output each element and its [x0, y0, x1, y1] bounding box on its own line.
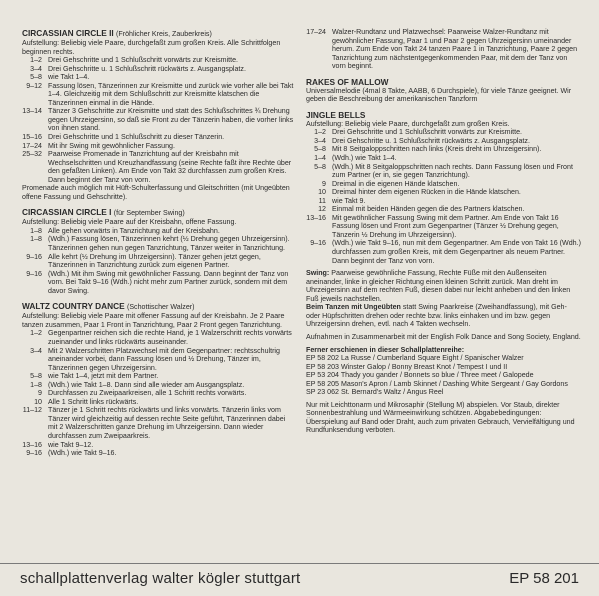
step-measure: 5–8 — [30, 73, 42, 82]
step-text: wie Takt 9–12. — [48, 440, 94, 449]
step-measure: 9–16 — [26, 449, 42, 458]
left-column — [22, 28, 294, 458]
step-row — [22, 270, 294, 296]
step-row — [22, 73, 294, 82]
step-text: Dreimal in die eigenen Hände klatschen. — [332, 179, 460, 188]
waltz-intro: Aufstellung: Beliebig viele Paare mit offener Fassung auf der Kreisbahn. Je 2 Paare tanzen zusammen, Paar 1 Front in Tanzrichtung, Paar 2 Front gegen Tanzrichtung. — [22, 312, 285, 329]
step-measure: 1–2 — [30, 56, 42, 65]
jingle-steps — [306, 128, 582, 265]
step-measure: 17–24 — [306, 28, 326, 36]
step-measure: 12 — [318, 205, 326, 214]
step-measure: 10 — [318, 188, 326, 197]
step-row — [22, 133, 294, 142]
step-text: Tänzer je 1 Schritt rechts rückwärts und links vorwärts. Tänzerin links vom Tänzer wird gleichzeitig auf dessen rechte Seite geführt, Tänzerinnen dabei mit 2 Walzerschritten ganze Drehung im Uhrzeigersinn. Dann wieder durchfassen zum Zweipaarkreis. — [48, 406, 286, 440]
ferner-item: EP 53 204 Thady you gander / Bonnets so blue / Three meet / Galopede — [306, 371, 534, 380]
step-text: Durchfassen zu Zweipaarkreisen, alle 1 Schritt rechts vorwärts. — [48, 389, 247, 398]
mallow-heading: RAKES OF MALLOW — [306, 76, 389, 87]
step-text: Drei Gehschritte und 1 Schlußschritt vorwärts zur Kreismitte. — [48, 56, 239, 65]
step-row — [22, 56, 294, 65]
ferner-item: EP 58 203 Winster Galop / Bonny Breast Knot / Tempest I und II — [306, 362, 508, 371]
ferner-item: SP 23 062 St. Bernard's Waltz / Angus Reel — [306, 388, 444, 397]
step-text: Alle kehrt (½ Drehung im Uhrzeigersinn). Tänzer gehen jetzt gegen, Tänzerinnen in Tanzrichtung zurück zum eigenen Partner. — [48, 252, 261, 270]
step-text: Walzer-Rundtanz und Platzwechsel: Paarweise Walzer-Rundtanz mit gewöhnlicher Fassung, Paar 1 und Paar 2 gegen Uhrzeigersinn umeinander herum. Zum Ende von Takt 24 tanzen Paare 1 in Tanzrichtung, Paare 2 gegen Tanzrichtung zum nächstentgegenkommenden Paar, mit dem der Tanz von vorn beginnt. — [332, 28, 578, 71]
step-measure: 11–12 — [22, 406, 42, 415]
step-text: Fassung lösen, Tänzerinnen zur Kreismitte und zurück wie vorher alle bei Takt 1–4. Gleichzeitig mit dem Schlußschritt zur Kreismitte klatschen die Tänzerinnen einmal in die Hände. — [48, 81, 294, 107]
step-row — [22, 82, 294, 108]
step-row — [22, 389, 294, 398]
step-text: Alle 1 Schritt links rückwärts. — [48, 397, 139, 406]
step-measure: 13–16 — [22, 440, 42, 449]
step-row — [306, 197, 582, 206]
step-text: (Wdh.) Fassung lösen, Tänzerinnen kehrt (½ Drehung gegen Uhrzeigersinn). Tänzerinnen gehen nun gegen Tanzrichtung, Tänzer weiter in Tanzrichtung. — [48, 235, 290, 253]
step-measure: 9–12 — [26, 81, 42, 90]
step-row — [22, 441, 294, 450]
step-row — [22, 142, 294, 151]
step-text: Tänzer 3 Gehschritte zur Kreismitte und statt des Schlußschrittes ¾ Drehung gegen Uhrzeigersinn, so daß sie Front zu der Tänzerin haben, die vorher links von ihnen stand. — [48, 107, 294, 133]
step-row — [306, 239, 582, 265]
beim-paragraph: Beim Tanzen mit Ungeübten statt Swing Paarkreise (Zweihandfassung), mit Geh- oder Hüpfschritten drehen oder rechte bzw. links einhaken und im bzw. gegen Uhrzeigersinn drehen, evtl. nach 4 Takten wechseln. — [306, 303, 567, 329]
step-row — [306, 188, 582, 197]
step-text: wie Takt 1–4, jetzt mit dem Partner. — [48, 372, 159, 381]
right-column — [306, 28, 582, 435]
step-row — [306, 137, 582, 146]
step-row — [306, 145, 582, 154]
step-measure: 5–8 — [30, 372, 42, 381]
step-measure: 5–8 — [314, 162, 326, 171]
step-row — [22, 406, 294, 440]
step-row — [306, 154, 582, 163]
ferner-list — [306, 354, 582, 397]
footer-rule — [0, 563, 599, 564]
step-text: Mit 8 Seitgaloppschritten nach links (Kreis dreht im Uhrzeigersinn). — [332, 145, 542, 154]
waltz-steps — [22, 329, 294, 457]
waltz-cont-steps — [306, 28, 582, 71]
step-measure: 9–16 — [26, 252, 42, 261]
step-row — [306, 180, 582, 189]
step-measure: 15–16 — [22, 133, 42, 142]
mallow-intro: Universalmelodie (4mal 8 Takte, AABB, 6 Durchspiele), für viele Tänze geeignet. Wir geben die Beschreibung der amerikanischen Tanzform — [306, 86, 572, 104]
circle2-steps — [22, 56, 294, 184]
jingle-intro: Aufstellung: Beliebig viele Paare, durchgefaßt zum großen Kreis. — [306, 119, 510, 128]
step-text: Gegenpartner reichen sich die rechte Hand, je 1 Walzerschritt rechts vorwärts zueinander und links rückwärts auseinander. — [48, 329, 292, 346]
jingle-heading: JINGLE BELLS — [306, 109, 366, 120]
circle1-steps — [22, 227, 294, 295]
step-row — [22, 107, 294, 133]
step-text: Drei Gehschritte und 1 Schlußschritt vorwärts zur Kreismitte. — [332, 128, 523, 137]
ferner-item: EP 58 202 La Russe / Cumberland Square Eight / Spanischer Walzer — [306, 354, 524, 363]
step-measure: 9 — [322, 179, 326, 188]
step-text: Einmal mit beiden Händen gegen die des Partners klatschen. — [332, 205, 525, 214]
step-measure: 13–16 — [306, 213, 326, 222]
step-row — [306, 28, 582, 71]
step-measure: 9–16 — [310, 239, 326, 248]
step-row — [22, 329, 294, 346]
step-row — [22, 372, 294, 381]
step-text: (Wdh.) wie Takt 1–8. Dann sind alle wieder am Ausgangsplatz. — [48, 380, 245, 389]
step-text: (Wdh.) Mit 8 Seitgaloppschritten nach rechts. Dann Fassung lösen und Front zum Partner (er in, sie gegen Tanzrichtung). — [332, 162, 573, 180]
step-row — [306, 163, 582, 180]
ferner-heading: Ferner erschienen in dieser Schallplattenreihe: — [306, 345, 465, 354]
step-text: Paarweise Promenade in Tanzrichtung auf der Kreisbahn mit Wechselschritten und Kreuzhandfassung (seine Rechte faßt ihre Rechte über den gefaßten Linken). Am Ende von Takt 32 durchfassen zum großen Kreis. Dann beginnt der Tanz von vorn. — [48, 150, 292, 184]
circle2-intro: Aufstellung: Beliebig viele Paare, durchgefaßt zum großen Kreis. Alle Schrittfolgen beginnen rechts. — [22, 39, 281, 56]
step-measure: 9 — [38, 389, 42, 398]
ferner-item: EP 58 205 Mason's Apron / Lamb Skinnet / Dashing White Sergeant / Gay Gordons — [306, 379, 568, 388]
step-text: Mit ihr Swing mit gewöhnlicher Fassung. — [48, 141, 175, 150]
step-text: wie Takt 1–4. — [48, 73, 90, 82]
step-text: (Wdh.) Mit ihm Swing mit gewöhnlicher Fassung. Dann beginnt der Tanz von vorn. Bei Takt 9–16 (Wdh.) nicht mehr zum Partner zurück, sondern mit dem davor Swing. — [48, 269, 289, 295]
step-measure: 10 — [34, 397, 42, 406]
circle2-outro: Promenade auch möglich mit Hüft-Schulterfassung und Gleitschritten (mit Ungeübten offene Fassung und Gehschritte). — [22, 184, 290, 201]
step-measure: 1–8 — [30, 235, 42, 244]
step-measure: 3–4 — [314, 136, 326, 145]
step-row — [306, 214, 582, 240]
step-measure: 1–2 — [314, 128, 326, 137]
swing-paragraph: Swing: Paarweise gewöhnliche Fassung, Rechte Füße mit den Außenseiten aneinander, linke in gleicher Richtung einen kleinen Schritt zurück. Man dreht im Uhrzeigersinn auf dem rechten Fuß, diesen dabei nur leicht anheben und den linken Fuß jeweils nachstellen. — [306, 269, 571, 303]
step-text: (Wdh.) wie Takt 9–16, nun mit dem Gegenpartner. Am Ende von Takt 16 (Wdh.) durchfassen zum großen Kreis, mit dem Gegenpartner als neuem Partner. Dann beginnt der Tanz von vorn. — [332, 239, 581, 265]
step-measure: 1–8 — [30, 226, 42, 235]
step-text: Mit 2 Walzerschritten Platzwechsel mit dem Gegenpartner: rechtsschultrig aneinander vorbei, dann Fassung lösen und ½ Drehung, Tänzer im, Tänzerinnen gegen Uhrzeigersinn. — [48, 346, 280, 372]
catalog-number: EP 58 201 — [509, 570, 579, 587]
step-row — [22, 150, 294, 184]
step-text: Drei Gehschritte und 1 Schlußschritt zu dieser Tänzerin. — [48, 133, 225, 142]
step-text: (Wdh.) wie Takt 1–4. — [332, 154, 397, 163]
circle1-heading: CIRCASSIAN CIRCLE I (für September Swing) — [22, 207, 185, 218]
step-text: wie Takt 9. — [332, 196, 366, 205]
publisher-name: schallplattenverlag walter kögler stuttgart — [20, 570, 301, 587]
step-measure: 3–4 — [30, 346, 42, 355]
step-text: Dreimal hinter dem eigenen Rücken in die Hände klatschen. — [332, 188, 521, 197]
step-measure: 25–32 — [22, 150, 42, 159]
step-text: (Wdh.) wie Takt 9–16. — [48, 449, 117, 458]
step-row — [22, 253, 294, 270]
step-measure: 1–2 — [30, 329, 42, 338]
circle2-heading: CIRCASSIAN CIRCLE II (Fröhlicher Kreis, Zauberkreis) — [22, 28, 212, 38]
step-text: Drei Gehschritte u. 1 Schlußschritt rückwärts z. Ausgangsplatz. — [332, 136, 530, 145]
step-measure: 1–8 — [30, 380, 42, 389]
step-measure: 3–4 — [30, 64, 42, 73]
waltz-heading: WALTZ COUNTRY DANCE (Schottischer Walzer) — [22, 301, 195, 312]
step-measure: 5–8 — [314, 145, 326, 154]
step-row — [22, 381, 294, 390]
step-row — [22, 65, 294, 74]
step-measure: 11 — [318, 196, 326, 205]
step-text: Alle gehen vorwärts in Tanzrichtung auf der Kreisbahn. — [48, 226, 220, 235]
circle1-intro: Aufstellung: Beliebig viele Paare auf der Kreisbahn, offene Fassung. — [22, 218, 237, 227]
step-row — [306, 205, 582, 214]
step-text: Mit gewöhnlicher Fassung Swing mit dem Partner. Am Ende von Takt 16 Fassung lösen und Front zum Gegenpartner (Tänzer ½ Drehung gegen, Tänzerin ½ Drehung im Uhrzeigersinn). — [332, 213, 559, 239]
step-measure: 9–16 — [26, 269, 42, 278]
step-measure: 13–14 — [22, 107, 42, 116]
step-text: Drei Gehschritte u. 1 Schlußschritt rückwärts z. Ausgangsplatz. — [48, 64, 246, 73]
aufnahmen-text: Aufnahmen in Zusammenarbeit mit der English Folk Dance and Song Society, England. — [306, 332, 581, 341]
step-measure: 1–4 — [314, 154, 326, 163]
step-row — [22, 235, 294, 252]
step-row — [22, 227, 294, 236]
closing-text: Nur mit Leichttonarm und Mikrosaphir (Stellung M) abspielen. Vor Staub, direkter Sonnenbestrahlung und Wärmeeinwirkung schützen. Abgabebedingungen: Überspielung auf Band oder Draht, auch zum privaten Gebrauch, Vervielfältigung und Rundfunksendung verboten. — [306, 400, 575, 435]
step-row — [22, 398, 294, 407]
step-row — [22, 347, 294, 373]
step-measure: 17–24 — [22, 141, 42, 150]
step-row — [22, 449, 294, 458]
step-row — [306, 128, 582, 137]
